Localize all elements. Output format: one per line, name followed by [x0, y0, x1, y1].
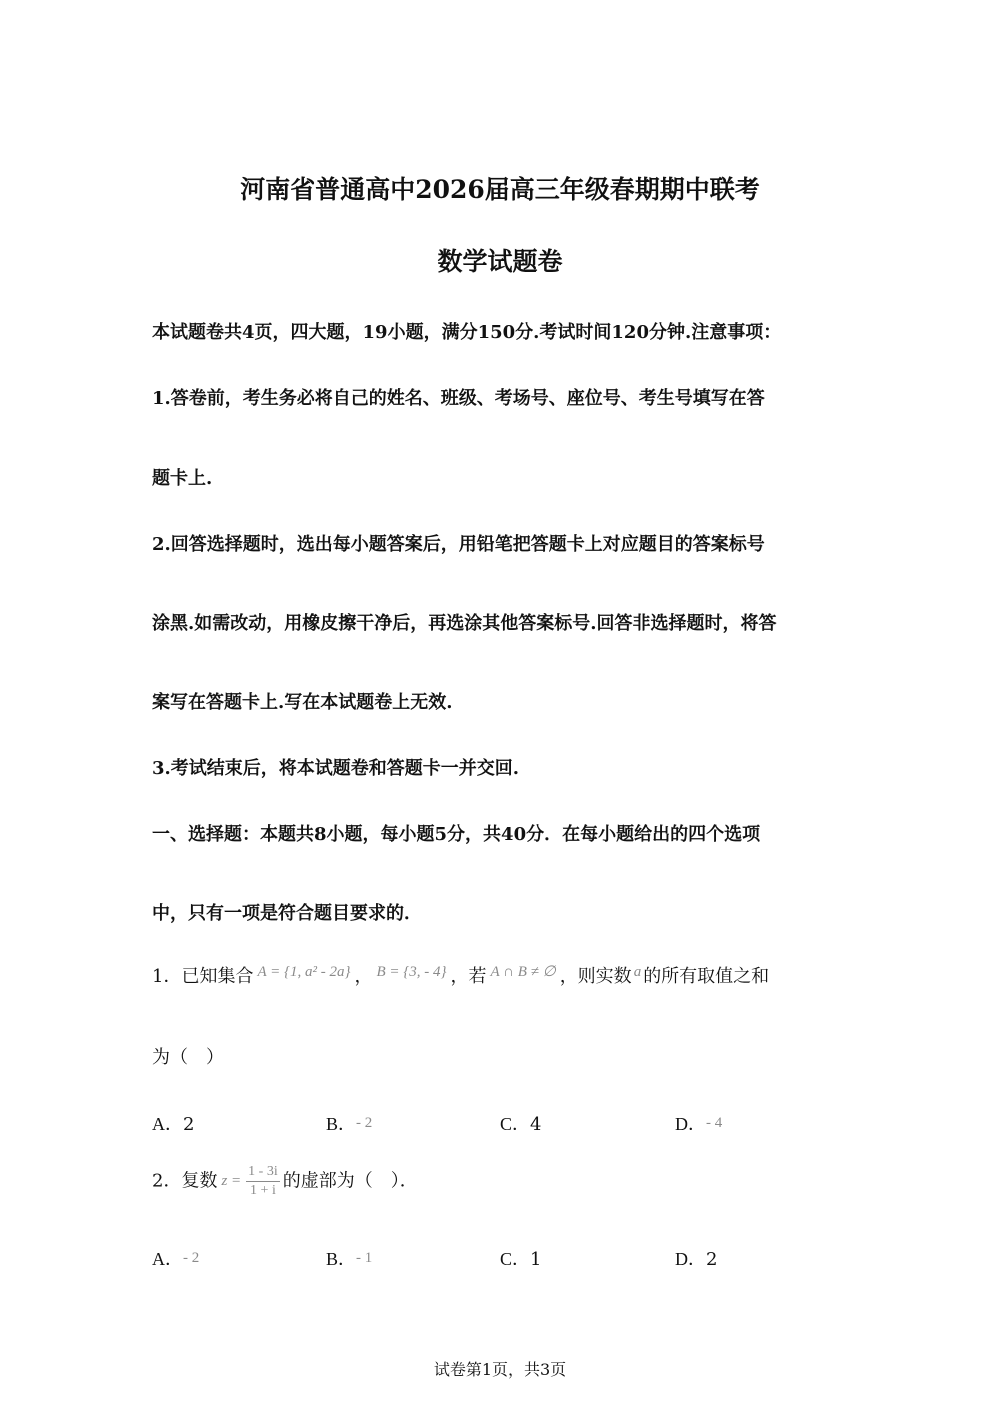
option-label: D．	[675, 1249, 706, 1269]
option-label: C．	[500, 1249, 531, 1269]
math-lhs: z =	[221, 1172, 242, 1189]
question-text: 2．复数	[152, 1170, 218, 1192]
option-value: - 2	[183, 1250, 200, 1266]
option-c[interactable]	[500, 1245, 541, 1271]
option-value: 2	[183, 1114, 195, 1135]
option-label: C．	[500, 1114, 531, 1134]
option-b[interactable]	[326, 1110, 372, 1136]
math-variable: a	[633, 964, 642, 980]
math-set-b: B = {3, - 4}	[376, 964, 447, 980]
option-c[interactable]	[500, 1110, 541, 1136]
question-text: 的虚部为（ ）．	[282, 1170, 418, 1192]
option-a[interactable]	[152, 1245, 199, 1271]
question-text: ，则实数	[559, 966, 632, 987]
math-set-a: A = {1, a² - 2a}	[257, 964, 351, 980]
fraction-denominator: 1 + i	[250, 1183, 276, 1198]
math-condition: A ∩ B ≠ ∅	[490, 964, 556, 980]
question-text: ，若	[450, 966, 487, 987]
note-line: 2.回答选择题时，选出每小题答案后，用铅笔把答题卡上对应题目的答案标号	[152, 534, 765, 555]
option-value: 1	[530, 1249, 542, 1270]
option-value: 2	[706, 1249, 718, 1270]
section-heading: 中，只有一项是符合题目要求的．	[152, 903, 422, 924]
fraction-numerator: 1 - 3i	[246, 1163, 280, 1182]
page-footer: 试卷第1页，共3页	[433, 1360, 567, 1379]
option-label: A．	[152, 1249, 183, 1269]
question-2-stem	[152, 1163, 418, 1200]
option-label: A．	[152, 1114, 183, 1134]
option-d[interactable]	[675, 1245, 717, 1271]
option-a[interactable]	[152, 1110, 194, 1136]
note-line: 1.答卷前，考生务必将自己的姓名、班级、考场号、座位号、考生号填写在答	[152, 388, 765, 409]
option-d[interactable]	[675, 1110, 722, 1136]
option-value: - 1	[356, 1250, 373, 1266]
section-heading: 一、选择题：本题共8小题，每小题5分，共40分．在每小题给出的四个选项	[152, 824, 761, 845]
option-label: B．	[326, 1114, 357, 1134]
option-value: - 4	[706, 1115, 723, 1131]
exam-intro: 本试题卷共4页，四大题，19小题，满分150分.考试时间120分钟.注意事项：	[152, 322, 782, 343]
note-line: 题卡上.	[152, 468, 213, 489]
note-line: 涂黑.如需改动，用橡皮擦干净后，再选涂其他答案标号.回答非选择题时，将答	[152, 613, 777, 634]
question-1-stem	[152, 962, 769, 988]
math-fraction	[246, 1163, 280, 1200]
option-label: D．	[675, 1114, 706, 1134]
page-title: 河南省普通高中2026届高三年级春期期中联考	[240, 175, 760, 204]
question-1-continuation: 为（ ）	[152, 1047, 224, 1068]
option-value: - 2	[356, 1115, 373, 1131]
option-label: B．	[326, 1249, 357, 1269]
note-line: 3.考试结束后，将本试题卷和答题卡一并交回.	[152, 758, 520, 779]
question-text: ，	[354, 966, 373, 987]
question-text: 的所有取值之和	[643, 966, 770, 987]
option-b[interactable]	[326, 1245, 372, 1271]
option-value: 4	[530, 1114, 542, 1135]
page-subtitle: 数学试题卷	[437, 247, 563, 276]
question-text: 1．已知集合	[152, 966, 254, 987]
note-line: 案写在答题卡上.写在本试题卷上无效.	[152, 692, 453, 713]
